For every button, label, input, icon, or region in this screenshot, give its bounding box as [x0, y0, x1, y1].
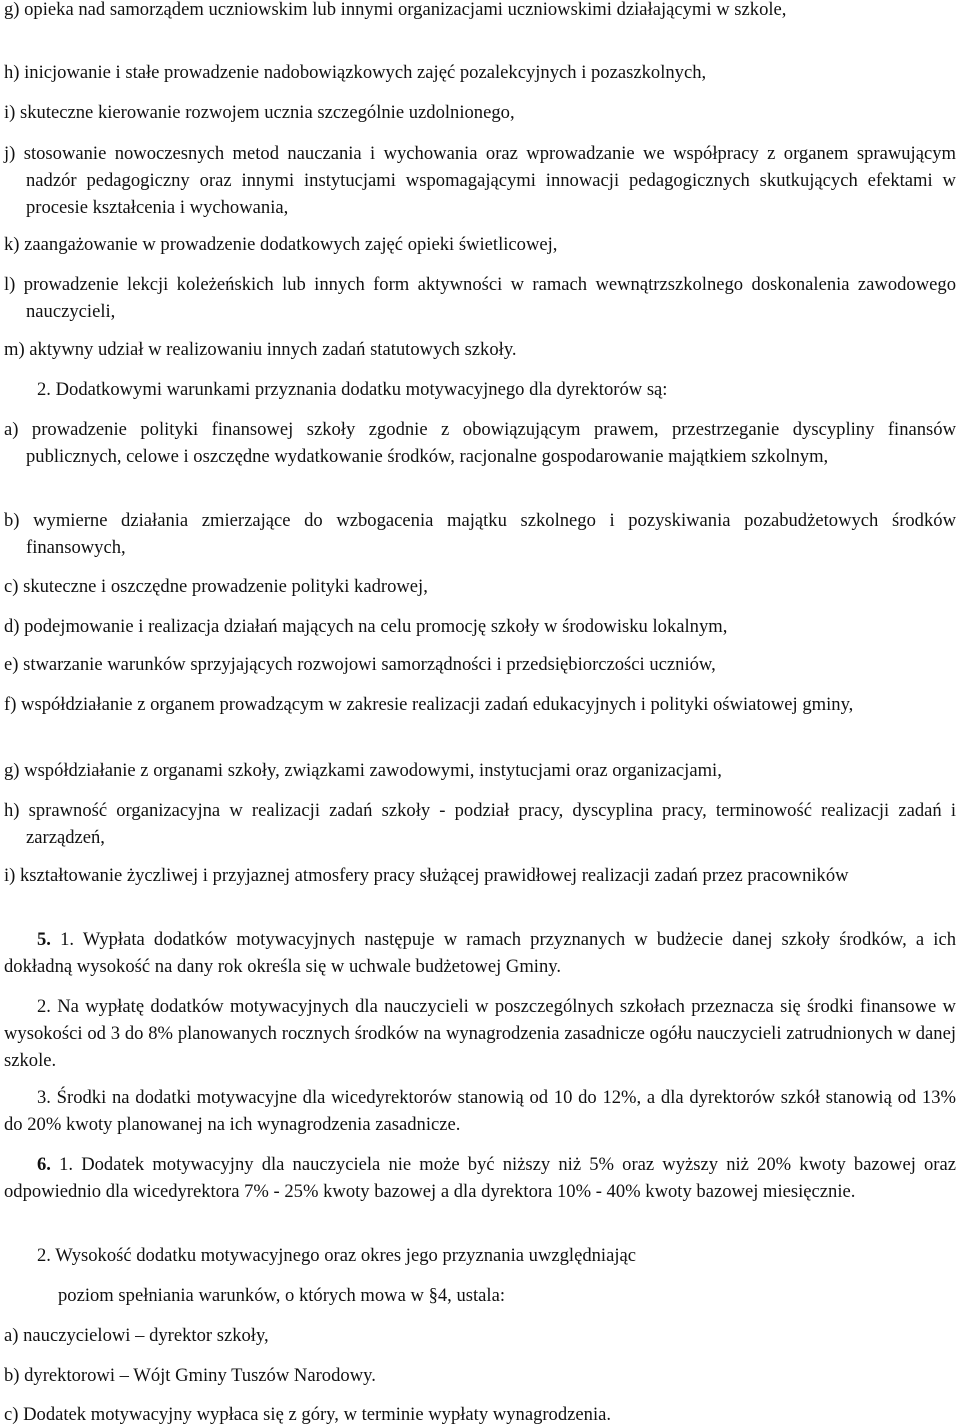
director-item-g: g) współdziałanie z organami szkoły, związkami zawodowymi, instytucjami oraz organizacjami,	[4, 760, 722, 781]
director-item-f: f) współdziałanie z organem prowadzącym w zakresie realizacji zadań edukacyjnych i polityki oświatowej gminy,	[4, 694, 854, 715]
director-item-h: h) sprawność organizacyjna w realizacji zadań szkoły - podział pracy, dyscyplina pracy, terminowość realizacji zadań i zarządzeń,	[4, 800, 956, 848]
section-5-paragraph-1	[4, 926, 956, 980]
section-6-number: 6.	[37, 1154, 51, 1175]
section-6-paragraph-1	[4, 1151, 956, 1205]
list-item-k: k) zaangażowanie w prowadzenie dodatkowych zajęć opieki świetlicowej,	[4, 234, 558, 255]
section-5-number: 5.	[37, 929, 51, 950]
list-item-i: i) skuteczne kierowanie rozwojem ucznia szczególnie uzdolnionego,	[4, 102, 515, 123]
section-6-paragraph-2-continuation: poziom spełniania warunków, o których mowa w §4, ustala:	[58, 1285, 506, 1306]
list-item-j: j) stosowanie nowoczesnych metod nauczania i wychowania oraz wprowadzanie we współpracy z organem sprawującym nadzór pedagogiczny oraz innymi instytucjami wspomagającymi innowacji pedagogicznych skutkujących efektami w procesie kształcenia i wychowania,	[4, 143, 956, 218]
section-6-item-a: a) nauczycielowi – dyrektor szkoły,	[4, 1325, 269, 1346]
director-conditions-heading: 2. Dodatkowymi warunkami przyznania dodatku motywacyjnego dla dyrektorów są:	[37, 379, 668, 400]
list-item-l: l) prowadzenie lekcji koleżeńskich lub innych form aktywności w ramach wewnątrzszkolnego doskonalenia zawodowego nauczycieli,	[4, 274, 956, 322]
list-item-h: h) inicjowanie i stałe prowadzenie nadobowiązkowych zajęć pozalekcyjnych i pozaszkolnych,	[4, 62, 707, 83]
director-item-d: d) podejmowanie i realizacja działań mających na celu promocję szkoły w środowisku lokalnym,	[4, 616, 728, 637]
section-5-paragraph-2: 2. Na wypłatę dodatków motywacyjnych dla nauczycieli w poszczególnych szkołach przeznacza się środki finansowe w wysokości od 3 do 8% planowanych rocznych środków na wynagrodzenia zasadnicze ogółu nauczycieli zatrudnionych w danej szkole.	[4, 996, 956, 1071]
director-item-a: a) prowadzenie polityki finansowej szkoły zgodnie z obowiązującym prawem, przestrzeganie dyscypliny finansów publicznych, celowe i oszczędne wydatkowanie środków, racjonalne gospodarowanie majątkiem szkolnym,	[4, 419, 956, 467]
section-6-paragraph-2: 2. Wysokość dodatku motywacyjnego oraz okres jego przyznania uwzględniając	[37, 1245, 637, 1266]
director-item-b: b) wymierne działania zmierzające do wzbogacenia majątku szkolnego i pozyskiwania pozabudżetowych środków finansowych,	[4, 510, 956, 558]
director-item-e: e) stwarzanie warunków sprzyjających rozwojowi samorządności i przedsiębiorczości uczniów,	[4, 654, 716, 675]
section-6-item-c: c) Dodatek motywacyjny wypłaca się z góry, w terminie wypłaty wynagrodzenia.	[4, 1404, 612, 1425]
section-5-p1-text: 1. Wypłata dodatków motywacyjnych następuje w ramach przyznanych w budżecie danej szkoły środków, a ich dokładną wysokość na dany rok określa się w uchwale budżetowej Gminy.	[4, 929, 956, 977]
list-item-m: m) aktywny udział w realizowaniu innych zadań statutowych szkoły.	[4, 339, 517, 360]
section-6-item-b: b) dyrektorowi – Wójt Gminy Tuszów Narodowy.	[4, 1365, 376, 1386]
section-5-paragraph-3: 3. Środki na dodatki motywacyjne dla wicedyrektorów stanowią od 10 do 12%, a dla dyrektorów szkół stanowią od 13% do 20% kwoty planowanej na ich wynagrodzenia zasadnicze.	[4, 1087, 956, 1135]
director-item-c: c) skuteczne i oszczędne prowadzenie polityki kadrowej,	[4, 576, 428, 597]
list-item-g: g) opieka nad samorządem uczniowskim lub innymi organizacjami uczniowskimi działającymi w szkole,	[4, 0, 787, 20]
director-item-i: i) kształtowanie życzliwej i przyjaznej atmosfery pracy służącej prawidłowej realizacji zadań przez pracowników	[4, 865, 849, 886]
section-6-p1-text: 1. Dodatek motywacyjny dla nauczyciela nie może być niższy niż 5% oraz wyższy niż 20% kwoty bazowej oraz odpowiednio dla wicedyrektora 7% - 25% kwoty bazowej a dla dyrektora 10% - 40% kwoty bazowej miesięcznie.	[4, 1154, 957, 1202]
